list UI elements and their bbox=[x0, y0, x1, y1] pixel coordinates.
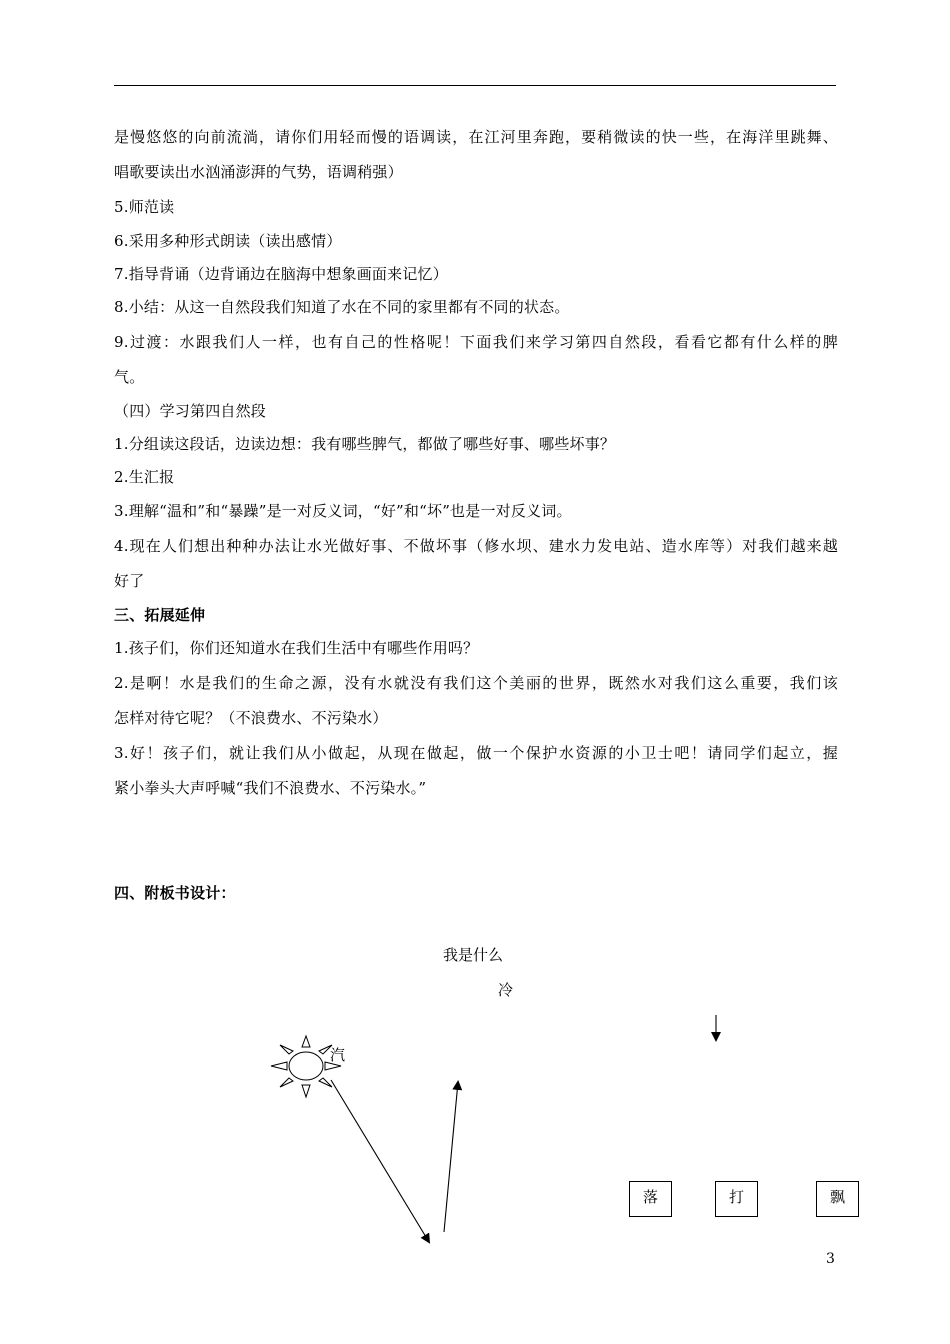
board-box-label: 飘 bbox=[829, 1188, 845, 1206]
body-line: 怎样对待它呢？（不浪费水、不污染水） bbox=[114, 709, 388, 727]
section-heading: 三、拓展延伸 bbox=[114, 606, 206, 624]
body-line: 3.好！孩子们，就让我们从小做起，从现在做起，做一个保护水资源的小卫士吧！请同学们起立，握 bbox=[114, 744, 838, 762]
arrow-down-diagonal bbox=[331, 1080, 429, 1242]
header-rule bbox=[114, 85, 836, 86]
arrow-up bbox=[444, 1082, 458, 1232]
body-line: 好了 bbox=[114, 572, 145, 590]
board-box-label: 打 bbox=[728, 1188, 744, 1206]
section-heading: 四、附板书设计： bbox=[114, 884, 236, 902]
board-box bbox=[715, 1181, 758, 1217]
body-line: 4.现在人们想出种种办法让水光做好事、不做坏事（修水坝、建水力发电站、造水库等）对我们越来越 bbox=[114, 537, 838, 555]
body-line: 7.指导背诵（边背诵边在脑海中想象画面来记忆） bbox=[114, 265, 448, 283]
board-title: 我是什么 bbox=[443, 946, 504, 964]
body-line: 是慢悠悠的向前流淌，请你们用轻而慢的语调读，在江河里奔跑，要稍微读的快一些，在海洋里跳舞、 bbox=[114, 128, 838, 146]
subsection-heading: （四）学习第四自然段 bbox=[114, 402, 267, 420]
body-line: 8.小结：从这一自然段我们知道了水在不同的家里都有不同的状态。 bbox=[114, 298, 570, 316]
body-line: 2.是啊！水是我们的生命之源，没有水就没有我们这个美丽的世界，既然水对我们这么重要，我们该 bbox=[114, 674, 838, 692]
board-label-cold: 冷 bbox=[498, 981, 514, 999]
body-line: 紧小拳头大声呼喊“我们不浪费水、不污染水。” bbox=[114, 779, 427, 797]
board-box bbox=[629, 1181, 672, 1217]
board-box-label: 落 bbox=[642, 1188, 658, 1206]
body-line: 1.分组读这段话，边读边想：我有哪些脾气，都做了哪些好事、哪些坏事？ bbox=[114, 435, 616, 453]
body-line: 气。 bbox=[114, 368, 145, 386]
body-line: 1.孩子们，你们还知道水在我们生活中有哪些作用吗？ bbox=[114, 639, 479, 657]
body-line: 唱歌要读出水汹涌澎湃的气势，语调稍强） bbox=[114, 163, 403, 181]
board-label-vapor: 汽 bbox=[330, 1046, 346, 1064]
body-line: 6.采用多种形式朗读（读出感情） bbox=[114, 232, 342, 250]
body-line: 3.理解“温和”和“暴躁”是一对反义词，“好”和“坏”也是一对反义词。 bbox=[114, 502, 572, 520]
body-line: 2.生汇报 bbox=[114, 468, 175, 486]
board-box bbox=[816, 1181, 859, 1217]
page-number: 3 bbox=[826, 1251, 835, 1267]
body-line: 9.过渡：水跟我们人一样，也有自己的性格呢！下面我们来学习第四自然段，看看它都有什么样的脾 bbox=[114, 333, 838, 351]
body-line: 5.师范读 bbox=[114, 198, 175, 216]
